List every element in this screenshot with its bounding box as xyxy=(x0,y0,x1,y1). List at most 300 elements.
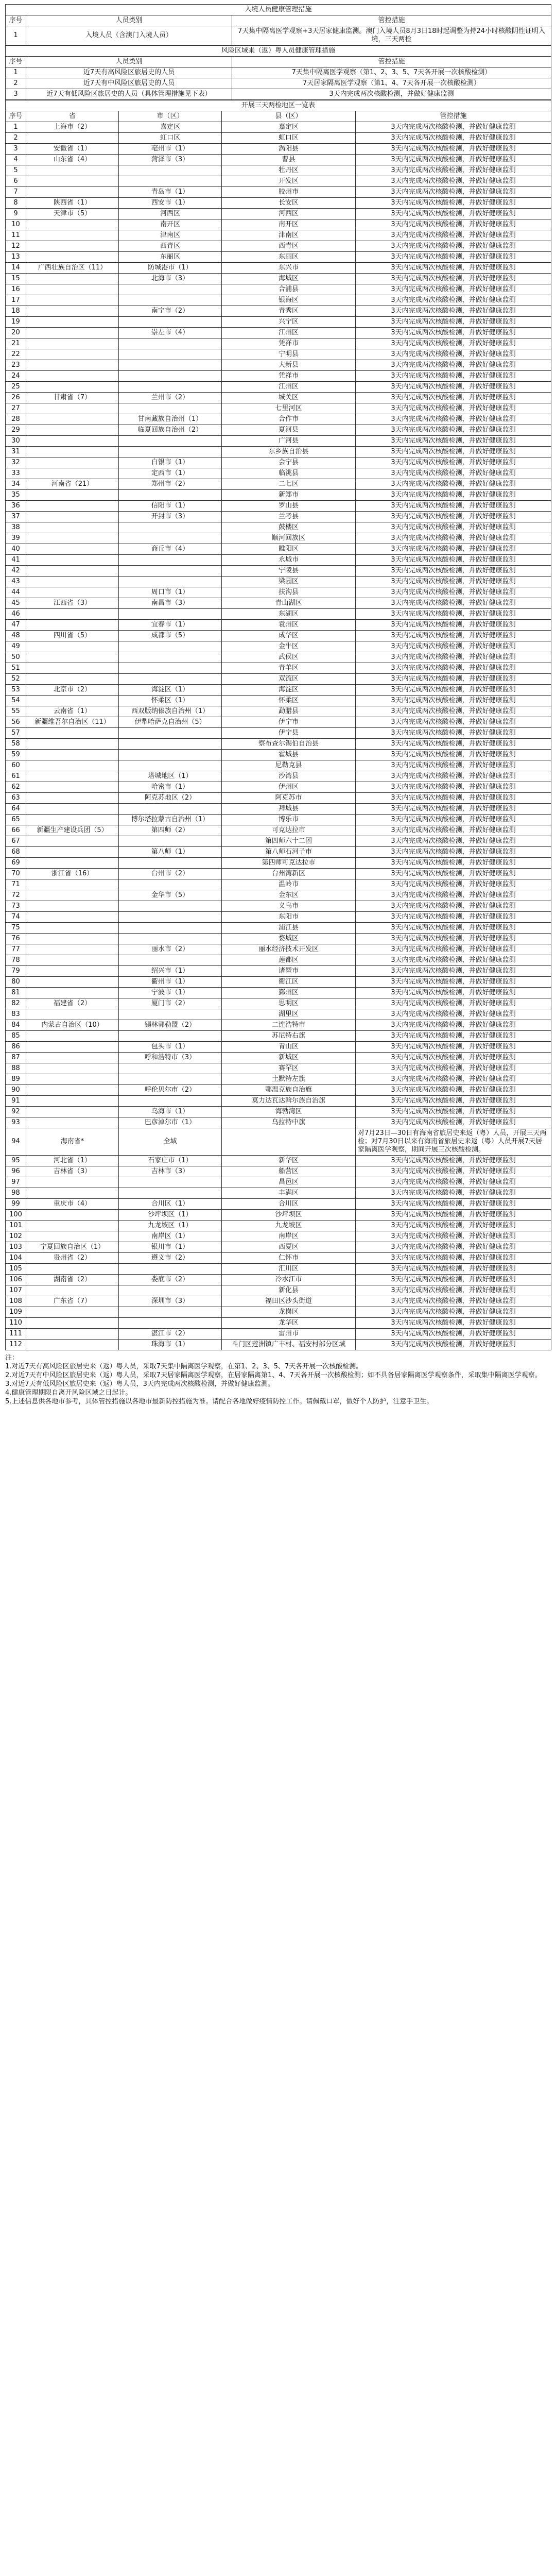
province-cell xyxy=(26,1285,119,1296)
table-row xyxy=(6,869,551,879)
province-cell xyxy=(26,815,119,825)
table-row xyxy=(6,436,551,447)
city-cell: 嘉定区 xyxy=(119,122,222,133)
county-cell: 宁明县 xyxy=(222,349,356,360)
row-number: 31 xyxy=(6,447,26,457)
control-measure: 3天内完成两次核酸检测，并做好健康监测 xyxy=(356,750,551,760)
province-cell xyxy=(26,836,119,847)
province-cell xyxy=(26,1107,119,1117)
table-row xyxy=(6,587,551,598)
row-number: 96 xyxy=(6,1166,26,1177)
table-row xyxy=(6,696,551,706)
control-measure: 3天内完成两次核酸检测，并做好健康监测 xyxy=(356,760,551,771)
county-cell: 婺城区 xyxy=(222,934,356,944)
county-cell: 睢阳区 xyxy=(222,544,356,555)
city-cell xyxy=(119,1009,222,1020)
control-measure: 3天内完成两次核酸检测，并做好健康监测 xyxy=(356,328,551,338)
control-measure: 3天内完成两次核酸检测，并做好健康监测 xyxy=(356,934,551,944)
row-number: 95 xyxy=(6,1156,26,1166)
note-line: 5.上述信息供各地市参考，具体管控措施以各地市最新防控措施为准。请配合各地做好疫情防控工作。请佩戴口罩，做好个人防护，注意手卫生。 xyxy=(5,1398,433,1405)
city-cell: 白银市（1） xyxy=(119,457,222,468)
county-cell: 会宁县 xyxy=(222,457,356,468)
province-cell: 江西省（3） xyxy=(26,598,119,609)
province-cell xyxy=(26,1042,119,1053)
table-row xyxy=(6,998,551,1009)
county-cell: 勐腊县 xyxy=(222,706,356,717)
control-measure: 3天内完成两次核酸检测，并做好健康监测 xyxy=(356,122,551,133)
row-number: 42 xyxy=(6,566,26,577)
table-row xyxy=(6,847,551,858)
province-cell xyxy=(26,1221,119,1231)
control-measure: 3天内完成两次核酸检测，并做好健康监测 xyxy=(356,631,551,641)
control-measure: 3天内完成两次核酸检测，并做好健康监测 xyxy=(356,566,551,577)
city-cell: 菏泽市（3） xyxy=(119,155,222,165)
table-row xyxy=(6,338,551,349)
province-cell xyxy=(26,1009,119,1020)
table-row xyxy=(6,631,551,641)
row-number: 1 xyxy=(6,26,26,45)
control-measure: 3天内完成两次核酸检测，并做好健康监测 xyxy=(356,393,551,403)
control-measure: 3天内完成两次核酸检测，并做好健康监测 xyxy=(356,457,551,468)
row-number: 26 xyxy=(6,393,26,403)
city-cell xyxy=(119,176,222,187)
column-header: 管控措施 xyxy=(356,111,551,122)
province-cell xyxy=(26,760,119,771)
table-row xyxy=(6,977,551,988)
table-row xyxy=(6,447,551,457)
row-number: 22 xyxy=(6,349,26,360)
control-measure: 3天内完成两次核酸检测，并做好健康监测 xyxy=(356,836,551,847)
control-measure: 3天内完成两次核酸检测，并做好健康监测 xyxy=(356,652,551,663)
county-cell: 江州区 xyxy=(222,328,356,338)
row-number: 104 xyxy=(6,1253,26,1264)
county-cell: 海勃湾区 xyxy=(222,1107,356,1117)
county-cell: 龙岗区 xyxy=(222,1307,356,1318)
city-cell: 沙坪坝区（1） xyxy=(119,1210,222,1221)
table-row xyxy=(6,1210,551,1221)
province-cell xyxy=(26,241,119,252)
city-cell: 郑州市（2） xyxy=(119,479,222,490)
county-cell: 金牛区 xyxy=(222,641,356,652)
column-header: 序号 xyxy=(6,15,26,26)
province-cell: 河南省（21） xyxy=(26,479,119,490)
row-number: 50 xyxy=(6,652,26,663)
row-number: 25 xyxy=(6,382,26,393)
city-cell xyxy=(119,371,222,382)
control-measure: 3天内完成两次核酸检测，并做好健康监测 xyxy=(356,1096,551,1107)
city-cell xyxy=(119,836,222,847)
province-cell xyxy=(26,1096,119,1107)
county-cell: 鄞州区 xyxy=(222,988,356,998)
table-row xyxy=(6,1177,551,1188)
control-measure: 3天内完成两次核酸检测，并做好健康监测 xyxy=(356,382,551,393)
province-cell xyxy=(26,901,119,912)
table-row xyxy=(6,1074,551,1085)
table-row xyxy=(6,966,551,977)
row-number: 2 xyxy=(6,78,26,89)
control-measure: 3天内完成两次核酸检测，并做好健康监测 xyxy=(356,425,551,436)
control-measure: 3天内完成两次核酸检测，并做好健康监测 xyxy=(232,89,551,100)
control-measure: 3天内完成两次核酸检测，并做好健康监测 xyxy=(356,1107,551,1117)
county-cell: 涡阳县 xyxy=(222,144,356,155)
table-row xyxy=(6,544,551,555)
province-cell xyxy=(26,1188,119,1199)
row-number: 97 xyxy=(6,1177,26,1188)
province-cell: 北京市（2） xyxy=(26,685,119,696)
table-row xyxy=(6,479,551,490)
table-row xyxy=(6,944,551,955)
control-measure: 3天内完成两次核酸检测，并做好健康监测 xyxy=(356,133,551,144)
control-measure: 3天内完成两次核酸检测，并做好健康监测 xyxy=(356,901,551,912)
province-cell: 内蒙古自治区（10） xyxy=(26,1020,119,1031)
table-row xyxy=(6,522,551,533)
county-cell: 青山湖区 xyxy=(222,598,356,609)
county-cell: 二连浩特市 xyxy=(222,1020,356,1031)
city-cell: 呼和浩特市（3） xyxy=(119,1053,222,1063)
table-row xyxy=(6,26,551,45)
table-row xyxy=(6,198,551,209)
city-cell: 遵义市（2） xyxy=(119,1253,222,1264)
city-cell: 巴彦淖尔市（1） xyxy=(119,1117,222,1128)
city-cell: 西双版纳傣族自治州（1） xyxy=(119,706,222,717)
province-cell: 新疆生产建设兵团（5） xyxy=(26,825,119,836)
province-cell xyxy=(26,1031,119,1042)
county-cell: 伊宁县 xyxy=(222,728,356,739)
table-row xyxy=(6,1242,551,1253)
county-cell: 兰考县 xyxy=(222,512,356,522)
row-number: 76 xyxy=(6,934,26,944)
row-number: 105 xyxy=(6,1264,26,1275)
city-cell: 海淀区（1） xyxy=(119,685,222,696)
county-cell: 大新县 xyxy=(222,360,356,371)
row-number: 40 xyxy=(6,544,26,555)
control-measure: 3天内完成两次核酸检测，并做好健康监测 xyxy=(356,533,551,544)
city-cell: 亳州市（1） xyxy=(119,144,222,155)
province-cell xyxy=(26,1307,119,1318)
city-cell: 厦门市（2） xyxy=(119,998,222,1009)
table-row xyxy=(6,284,551,295)
row-number: 74 xyxy=(6,912,26,923)
row-number: 92 xyxy=(6,1107,26,1117)
row-number: 71 xyxy=(6,879,26,890)
city-cell xyxy=(119,728,222,739)
city-cell: 定西市（1） xyxy=(119,468,222,479)
county-cell: 新郑市 xyxy=(222,490,356,501)
province-cell xyxy=(26,187,119,198)
city-cell: 南宁市（2） xyxy=(119,306,222,317)
control-measure: 3天内完成两次核酸检测，并做好健康监测 xyxy=(356,609,551,620)
column-header: 人员类别 xyxy=(26,15,232,26)
province-cell: 上海市（2） xyxy=(26,122,119,133)
row-number: 61 xyxy=(6,771,26,782)
city-cell xyxy=(119,641,222,652)
table-row xyxy=(6,360,551,371)
row-number: 15 xyxy=(6,274,26,284)
province-cell xyxy=(26,674,119,685)
table-row xyxy=(6,328,551,338)
row-number: 18 xyxy=(6,306,26,317)
table-row xyxy=(6,295,551,306)
city-cell: 丽水市（2） xyxy=(119,944,222,955)
control-measure: 3天内完成两次核酸检测，并做好健康监测 xyxy=(356,793,551,804)
province-cell xyxy=(26,230,119,241)
row-number: 14 xyxy=(6,263,26,274)
control-measure: 3天内完成两次核酸检测，并做好健康监测 xyxy=(356,1253,551,1264)
row-number: 56 xyxy=(6,717,26,728)
table-row xyxy=(6,1329,551,1340)
county-cell: 丽水经济技术开发区 xyxy=(222,944,356,955)
row-number: 54 xyxy=(6,696,26,706)
row-number: 64 xyxy=(6,804,26,815)
county-cell: 鼓楼区 xyxy=(222,522,356,533)
control-measure: 3天内完成两次核酸检测，并做好健康监测 xyxy=(356,815,551,825)
county-cell: 第八师石河子市 xyxy=(222,847,356,858)
row-number: 85 xyxy=(6,1031,26,1042)
control-measure: 3天内完成两次核酸检测，并做好健康监测 xyxy=(356,414,551,425)
city-cell: 成都市（5） xyxy=(119,631,222,641)
county-cell: 拜城县 xyxy=(222,804,356,815)
province-cell xyxy=(26,403,119,414)
table-row xyxy=(6,230,551,241)
province-cell xyxy=(26,447,119,457)
province-cell xyxy=(26,1074,119,1085)
city-cell xyxy=(119,1063,222,1074)
table-row xyxy=(6,825,551,836)
city-cell: 甘南藏族自治州（1） xyxy=(119,414,222,425)
table-row xyxy=(6,782,551,793)
city-cell: 河西区 xyxy=(119,209,222,219)
county-cell: 台州湾新区 xyxy=(222,869,356,879)
row-number: 52 xyxy=(6,674,26,685)
control-measure: 3天内完成两次核酸检测，并做好健康监测 xyxy=(356,955,551,966)
control-measure: 3天内完成两次核酸检测，并做好健康监测 xyxy=(356,360,551,371)
table-row xyxy=(6,555,551,566)
table-row xyxy=(6,566,551,577)
city-cell xyxy=(119,912,222,923)
city-cell xyxy=(119,436,222,447)
control-measure: 3天内完成两次核酸检测，并做好健康监测 xyxy=(356,944,551,955)
province-cell xyxy=(26,847,119,858)
row-number: 46 xyxy=(6,609,26,620)
table-row xyxy=(6,1031,551,1042)
row-number: 32 xyxy=(6,457,26,468)
control-measure: 3天内完成两次核酸检测，并做好健康监测 xyxy=(356,598,551,609)
county-cell: 海淀区 xyxy=(222,685,356,696)
table-row xyxy=(6,425,551,436)
row-number: 24 xyxy=(6,371,26,382)
table-row xyxy=(6,815,551,825)
table-row xyxy=(6,306,551,317)
city-cell: 伊犁哈萨克自治州（5） xyxy=(119,717,222,728)
county-cell: 诸暨市 xyxy=(222,966,356,977)
county-cell: 苏尼特右旗 xyxy=(222,1031,356,1042)
table-row xyxy=(6,252,551,263)
control-measure: 3天内完成两次核酸检测，并做好健康监测 xyxy=(356,858,551,869)
row-number: 102 xyxy=(6,1231,26,1242)
table-row xyxy=(6,674,551,685)
city-cell: 银川市（1） xyxy=(119,1242,222,1253)
row-number: 8 xyxy=(6,198,26,209)
row-number: 75 xyxy=(6,923,26,934)
province-cell xyxy=(26,371,119,382)
table-row xyxy=(6,1340,551,1350)
row-number: 67 xyxy=(6,836,26,847)
row-number: 5 xyxy=(6,165,26,176)
county-cell: 牡丹区 xyxy=(222,165,356,176)
table-row xyxy=(6,512,551,522)
control-measure: 3天内完成两次核酸检测，并做好健康监测 xyxy=(356,1117,551,1128)
city-cell: 锡林郭勒盟（2） xyxy=(119,1020,222,1031)
city-cell xyxy=(119,750,222,760)
province-cell xyxy=(26,771,119,782)
province-cell: 宁夏回族自治区（1） xyxy=(26,1242,119,1253)
province-cell xyxy=(26,955,119,966)
row-number: 59 xyxy=(6,750,26,760)
county-cell: 博乐市 xyxy=(222,815,356,825)
county-cell: 永城市 xyxy=(222,555,356,566)
row-number: 111 xyxy=(6,1329,26,1340)
county-cell: 曹县 xyxy=(222,155,356,165)
control-measure: 3天内完成两次核酸检测，并做好健康监测 xyxy=(356,295,551,306)
city-cell: 石家庄市（1） xyxy=(119,1156,222,1166)
city-cell xyxy=(119,1177,222,1188)
row-number: 101 xyxy=(6,1221,26,1231)
city-cell: 信阳市（1） xyxy=(119,501,222,512)
table-row xyxy=(6,955,551,966)
county-cell: 尼勒克县 xyxy=(222,760,356,771)
county-cell: 斗门区莲洲镇广丰村、福安村部分区域 xyxy=(222,1340,356,1350)
city-cell: 绍兴市（1） xyxy=(119,966,222,977)
row-number: 16 xyxy=(6,284,26,295)
city-cell: 合川区（1） xyxy=(119,1199,222,1210)
table-row xyxy=(6,1107,551,1117)
control-measure: 3天内完成两次核酸检测，并做好健康监测 xyxy=(356,890,551,901)
row-number: 44 xyxy=(6,587,26,598)
county-cell: 合作市 xyxy=(222,414,356,425)
table-row xyxy=(6,144,551,155)
control-measure: 3天内完成两次核酸检测，并做好健康监测 xyxy=(356,641,551,652)
province-cell xyxy=(26,739,119,750)
province-cell xyxy=(26,133,119,144)
control-measure: 3天内完成两次核酸检测，并做好健康监测 xyxy=(356,966,551,977)
province-cell xyxy=(26,858,119,869)
city-cell: 西安市（1） xyxy=(119,198,222,209)
control-measure: 3天内完成两次核酸检测，并做好健康监测 xyxy=(356,1221,551,1231)
province-cell xyxy=(26,219,119,230)
row-number: 30 xyxy=(6,436,26,447)
province-cell xyxy=(26,1210,119,1221)
province-cell xyxy=(26,468,119,479)
province-cell xyxy=(26,414,119,425)
county-cell: 第四师可克达拉市 xyxy=(222,858,356,869)
city-cell xyxy=(119,1264,222,1275)
province-cell xyxy=(26,165,119,176)
row-number: 6 xyxy=(6,176,26,187)
table-row xyxy=(6,901,551,912)
row-number: 65 xyxy=(6,815,26,825)
note-line: 3.对近7天有低风险区旅居史来（返）粤人员，3天内完成两次核酸检测，并做好健康监测。 xyxy=(5,1380,274,1388)
control-measure: 3天内完成两次核酸检测，并做好健康监测 xyxy=(356,1210,551,1221)
row-number: 34 xyxy=(6,479,26,490)
city-cell xyxy=(119,879,222,890)
county-cell: 伊宁市 xyxy=(222,717,356,728)
table-row xyxy=(6,1253,551,1264)
row-number: 70 xyxy=(6,869,26,879)
table-row xyxy=(6,934,551,944)
control-measure: 3天内完成两次核酸检测，并做好健康监测 xyxy=(356,728,551,739)
row-number: 4 xyxy=(6,155,26,165)
table-row xyxy=(6,1318,551,1329)
note-line: 4.健康管理期限自离开风险区域之日起计。 xyxy=(5,1389,132,1397)
province-cell xyxy=(26,652,119,663)
province-cell: 浙江省（16） xyxy=(26,869,119,879)
city-cell xyxy=(119,447,222,457)
province-cell xyxy=(26,544,119,555)
table-row xyxy=(6,1128,551,1156)
city-cell xyxy=(119,577,222,587)
province-cell: 四川省（5） xyxy=(26,631,119,641)
areas-table-body xyxy=(6,122,551,1350)
table-row xyxy=(6,1285,551,1296)
table-row xyxy=(6,620,551,631)
control-measure: 3天内完成两次核酸检测，并做好健康监测 xyxy=(356,544,551,555)
county-cell: 仁怀市 xyxy=(222,1253,356,1264)
row-number: 10 xyxy=(6,219,26,230)
row-number: 66 xyxy=(6,825,26,836)
county-cell: 鄂温克族自治旗 xyxy=(222,1085,356,1096)
row-number: 3 xyxy=(6,144,26,155)
province-cell: 云南省（1） xyxy=(26,706,119,717)
province-cell xyxy=(26,176,119,187)
county-cell: 宁陵县 xyxy=(222,566,356,577)
province-cell xyxy=(26,1053,119,1063)
table-row xyxy=(6,1053,551,1063)
county-cell: 顺河回族区 xyxy=(222,533,356,544)
control-measure: 3天内完成两次核酸检测，并做好健康监测 xyxy=(356,717,551,728)
city-cell xyxy=(119,533,222,544)
control-measure: 3天内完成两次核酸检测，并做好健康监测 xyxy=(356,685,551,696)
table-row xyxy=(6,89,551,100)
city-cell: 哈密市（1） xyxy=(119,782,222,793)
table-row xyxy=(6,133,551,144)
table-row xyxy=(6,879,551,890)
row-number: 89 xyxy=(6,1074,26,1085)
row-number: 60 xyxy=(6,760,26,771)
city-cell: 虹口区 xyxy=(119,133,222,144)
province-cell: 重庆市（4） xyxy=(26,1199,119,1210)
row-number: 51 xyxy=(6,663,26,674)
county-cell: 新化县 xyxy=(222,1285,356,1296)
table-row xyxy=(6,728,551,739)
city-cell xyxy=(119,1074,222,1085)
table-row xyxy=(6,858,551,869)
county-cell: 青秀区 xyxy=(222,306,356,317)
table-row xyxy=(6,165,551,176)
table-row xyxy=(6,209,551,219)
table-row xyxy=(6,490,551,501)
control-measure: 3天内完成两次核酸检测，并做好健康监测 xyxy=(356,1264,551,1275)
table-row xyxy=(6,1085,551,1096)
row-number: 83 xyxy=(6,1009,26,1020)
county-cell: 可克达拉市 xyxy=(222,825,356,836)
table-row xyxy=(6,760,551,771)
county-cell: 武侯区 xyxy=(222,652,356,663)
row-number: 29 xyxy=(6,425,26,436)
city-cell xyxy=(119,1307,222,1318)
row-number: 84 xyxy=(6,1020,26,1031)
province-cell xyxy=(26,349,119,360)
province-cell xyxy=(26,566,119,577)
